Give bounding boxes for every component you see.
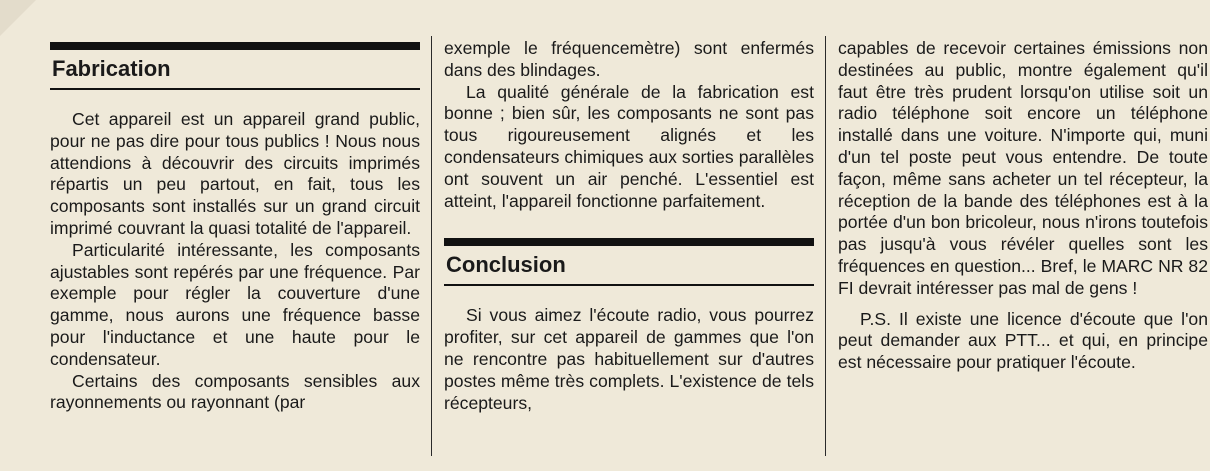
paragraph: Si vous aimez l'écoute radio, vous pourrez profiter, sur cet appareil de gammes que l'on ne rencontre pas habituellement sur d'autres postes même très complets. L'existence de tels récepteurs, <box>444 305 814 413</box>
paper-corner <box>0 0 36 36</box>
section-heading-conclusion: Conclusion <box>446 252 566 278</box>
section-heading-block <box>444 238 814 286</box>
paragraph: Particularité intéressante, les composants ajustables sont repérés par une fréquence. Par exemple pour régler la couverture d'une gamme, nous aurons une fréquence basse pour l'inductance et une haute pour le condensateur. <box>50 239 420 369</box>
section-heading-block <box>50 42 420 90</box>
paragraph: exemple le fréquencemètre) sont enfermés dans des blindages. <box>444 38 814 80</box>
paragraph: Certains des composants sensibles aux rayonnements ou rayonnant (par <box>50 370 420 413</box>
paragraph: La qualité générale de la fabrication est bonne ; bien sûr, les composants ne sont pas tous rigoureusement alignés et les condensateurs chimiques aux sorties parallèles ont souvent un air penché. L'essentiel est atteint, l'appareil fonctionne parfaitement. <box>444 81 814 211</box>
paragraph: Cet appareil est un appareil grand public, pour ne pas dire pour tous publics ! Nous nous attendions à découvrir des circuits imprimés répartis un peu partout, en fait, tous les composants sont installés sur un grand circuit imprimé couvrant la quasi totalité de l'appareil. <box>50 109 420 238</box>
column-1 <box>50 42 420 414</box>
paragraph: capables de recevoir certaines émissions non destinées au public, montre également qu'il faut être très prudent lorsqu'on utilise soit un radio téléphone soit encore un téléphone installé dans une voiture. N'importe qui, muni d'un tel poste peut vous entendre. De toute façon, même sans acheter un tel récepteur, la réception de la bande des téléphones est à la portée d'un bon bricoleur, nous n'irons toutefois pas jusqu'à vous révéler quelles sont les fréquences en question... Bref, le MARC NR 82 FI devrait intéresser pas mal de gens ! <box>838 38 1208 298</box>
column-rule-left <box>431 36 432 456</box>
section-heading-fabrication: Fabrication <box>52 56 171 81</box>
postscript: P.S. Il existe une licence d'écoute que l'on peut demander aux PTT... et qui, en principe est nécessaire pour pratiquer l'écoute. <box>838 308 1208 373</box>
heading-thick-rule <box>444 238 814 246</box>
heading-thick-rule <box>50 42 420 50</box>
column-2 <box>444 38 814 414</box>
column-3 <box>838 38 1208 374</box>
column-rule-right <box>825 36 826 456</box>
